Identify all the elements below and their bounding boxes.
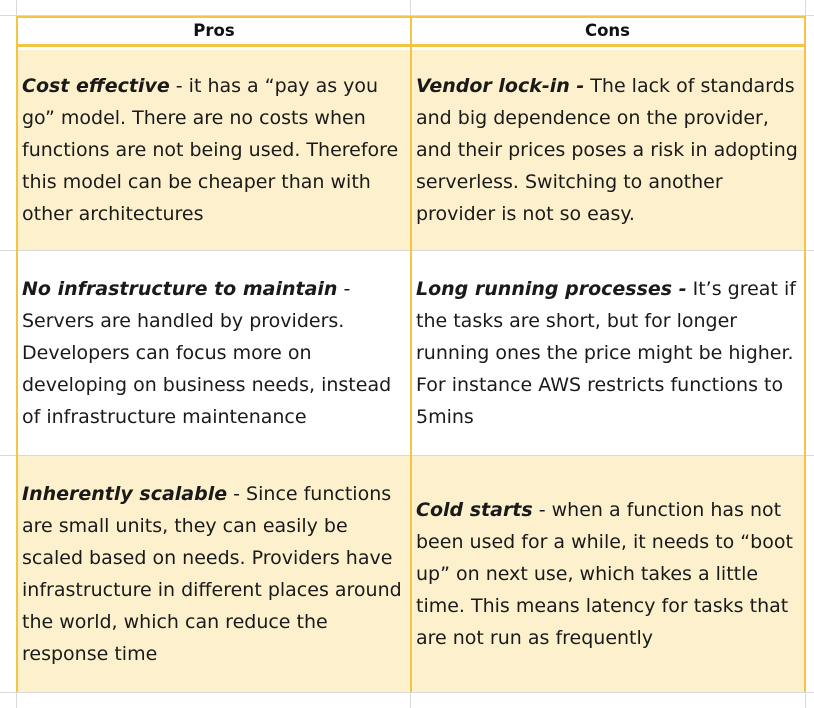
gridline	[0, 692, 814, 693]
cell-text	[416, 273, 804, 433]
pros-term: Cost effective	[22, 75, 170, 97]
pros-term: No infrastructure to maintain	[22, 278, 338, 300]
pros-cell[interactable]	[17, 456, 411, 692]
cell-text	[22, 273, 411, 433]
cons-description: - when a function has not been used for a while, it needs to “boot up” on next use, which takes a little time. This means latency for tasks that are not run as frequently	[416, 499, 793, 649]
cons-description: It’s great if the tasks are short, but for longer running ones the price might be higher. For instance AWS restricts functions to 5mins	[416, 278, 796, 428]
cons-term: Long running processes -	[416, 278, 687, 300]
cons-cell[interactable]	[411, 456, 804, 692]
cons-term: Cold starts	[416, 499, 533, 521]
cons-cell[interactable]	[411, 50, 804, 250]
table-border	[16, 16, 18, 692]
header-pros[interactable]: Pros	[17, 16, 411, 47]
cons-term: Vendor lock-in -	[416, 75, 585, 97]
cell-text	[416, 494, 804, 654]
cons-cell[interactable]	[411, 251, 804, 455]
cell-text	[22, 70, 411, 230]
pros-description: - Since functions are small units, they can easily be scaled based on needs. Providers have infrastructure in different places around the world, which can reduce the response time	[22, 483, 402, 665]
pros-cell[interactable]	[17, 251, 411, 455]
table-border	[804, 16, 806, 692]
table-border	[410, 16, 412, 692]
cell-text	[22, 478, 411, 670]
pros-cell[interactable]	[17, 50, 411, 250]
cons-description: The lack of standards and big dependence on the provider, and their prices poses a risk in adopting serverless. Switching to another provider is not so easy.	[416, 75, 798, 225]
pros-description: - Servers are handled by providers. Developers can focus more on developing on business needs, instead of infrastructure maintenance	[22, 278, 392, 428]
pros-term: Inherently scalable	[22, 483, 228, 505]
cell-text	[416, 70, 804, 230]
table-border	[16, 16, 806, 18]
header-cons[interactable]: Cons	[411, 16, 804, 47]
pros-description: - it has a “pay as you go” model. There are no costs when functions are not being used. Therefore this model can be cheaper than with other architectures	[22, 75, 399, 225]
